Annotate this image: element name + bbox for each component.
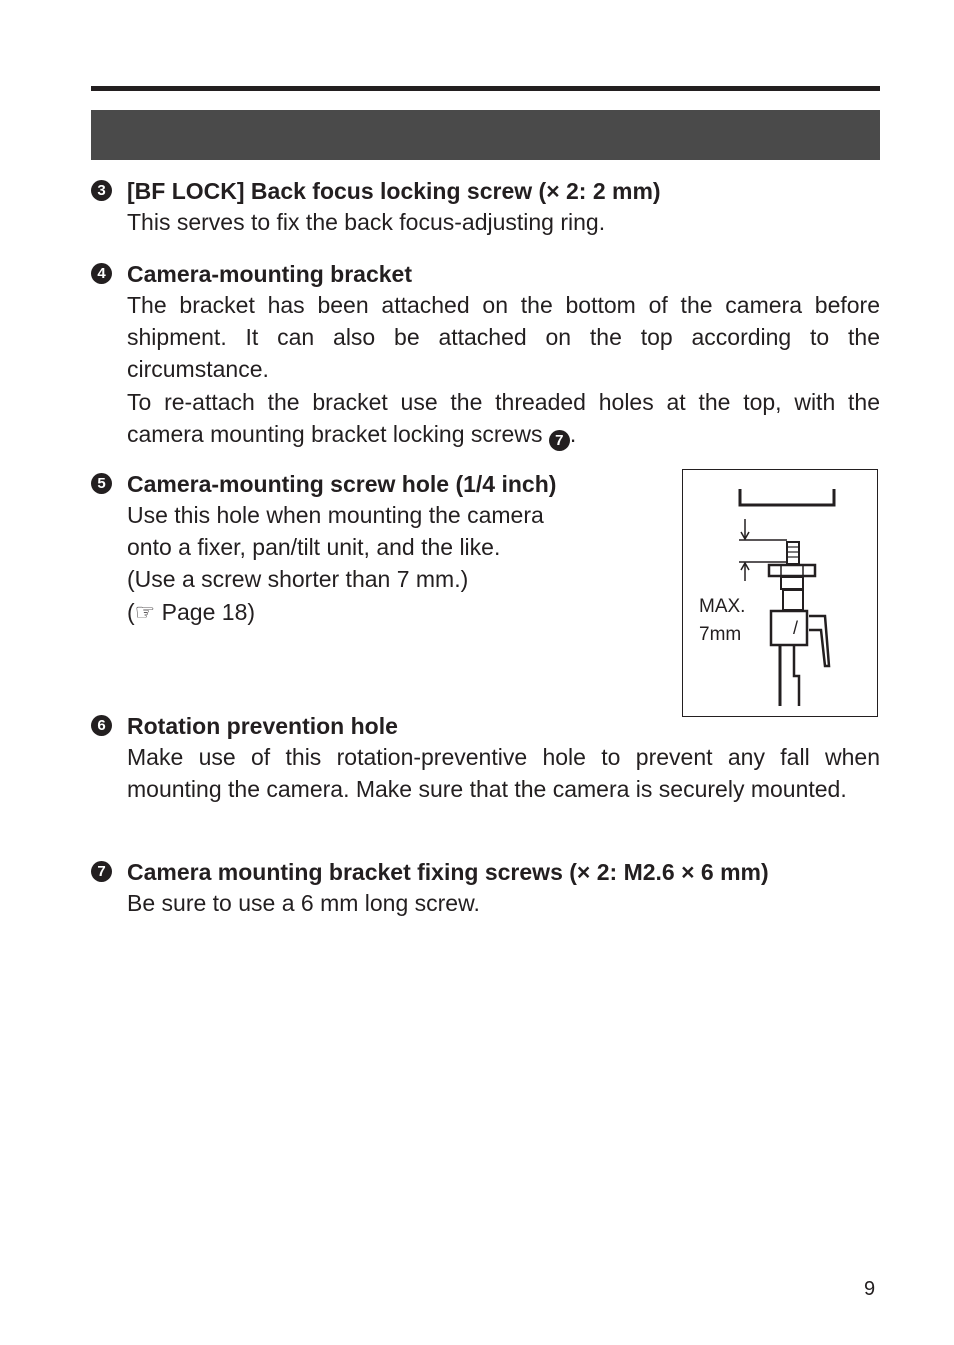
item-number-badge: 6 — [91, 715, 112, 736]
slash-mark: / — [793, 618, 799, 638]
item-body-text: Be sure to use a 6 mm long screw. — [127, 890, 480, 916]
figure-label-max: MAX. — [699, 596, 746, 617]
item-body-line: Use this hole when mounting the camera — [127, 502, 544, 528]
item-body-line: (Use a screw shorter than 7 mm.) — [127, 566, 469, 593]
item-title: Camera-mounting screw hole (1/4 inch) — [127, 471, 557, 497]
item-number-badge: 4 — [91, 263, 112, 284]
item-body-line: onto a fixer, pan/tilt unit, and the like. — [127, 534, 501, 561]
item-number-badge: 5 — [91, 473, 112, 494]
page-reference-link[interactable]: (☞ Page 18) — [127, 598, 256, 625]
bracket-outline — [740, 489, 834, 505]
figure-label-7mm: 7mm — [699, 624, 742, 645]
item-title: Camera mounting bracket fixing screws (× 2: M2.6 × 6 mm) — [127, 859, 769, 885]
item-body-paragraph — [127, 386, 880, 451]
item-number-badge: 7 — [91, 861, 112, 882]
item-body-paragraph: The bracket has been attached on the bottom of the camera before shipment. It can also be attached on the top according to the circumstance. — [127, 292, 880, 383]
reference-suffix: . — [569, 420, 577, 447]
item-body-text: This serves to fix the back focus-adjusting ring. — [127, 209, 606, 235]
item-title: Rotation prevention hole — [127, 713, 398, 739]
item-title: Camera-mounting bracket — [127, 261, 413, 287]
page-number: 9 — [864, 1278, 876, 1300]
reference-number-badge: 7 — [549, 430, 570, 451]
section-header-band — [91, 110, 880, 160]
top-rule — [91, 86, 880, 91]
item-body-paragraph: Make use of this rotation-preventive hole to prevent any fall when mounting the camera. Make sure that the camera is securely mounted. — [127, 744, 880, 803]
mounting-screw-figure — [682, 469, 878, 717]
item-number-badge: 3 — [91, 180, 112, 201]
item-title: [BF LOCK] Back focus locking screw (× 2: 2 mm) — [127, 178, 661, 204]
item-body-text: To re-attach the bracket use the threaded holes at the top, with the camera mounting bracket locking screws — [127, 388, 880, 447]
